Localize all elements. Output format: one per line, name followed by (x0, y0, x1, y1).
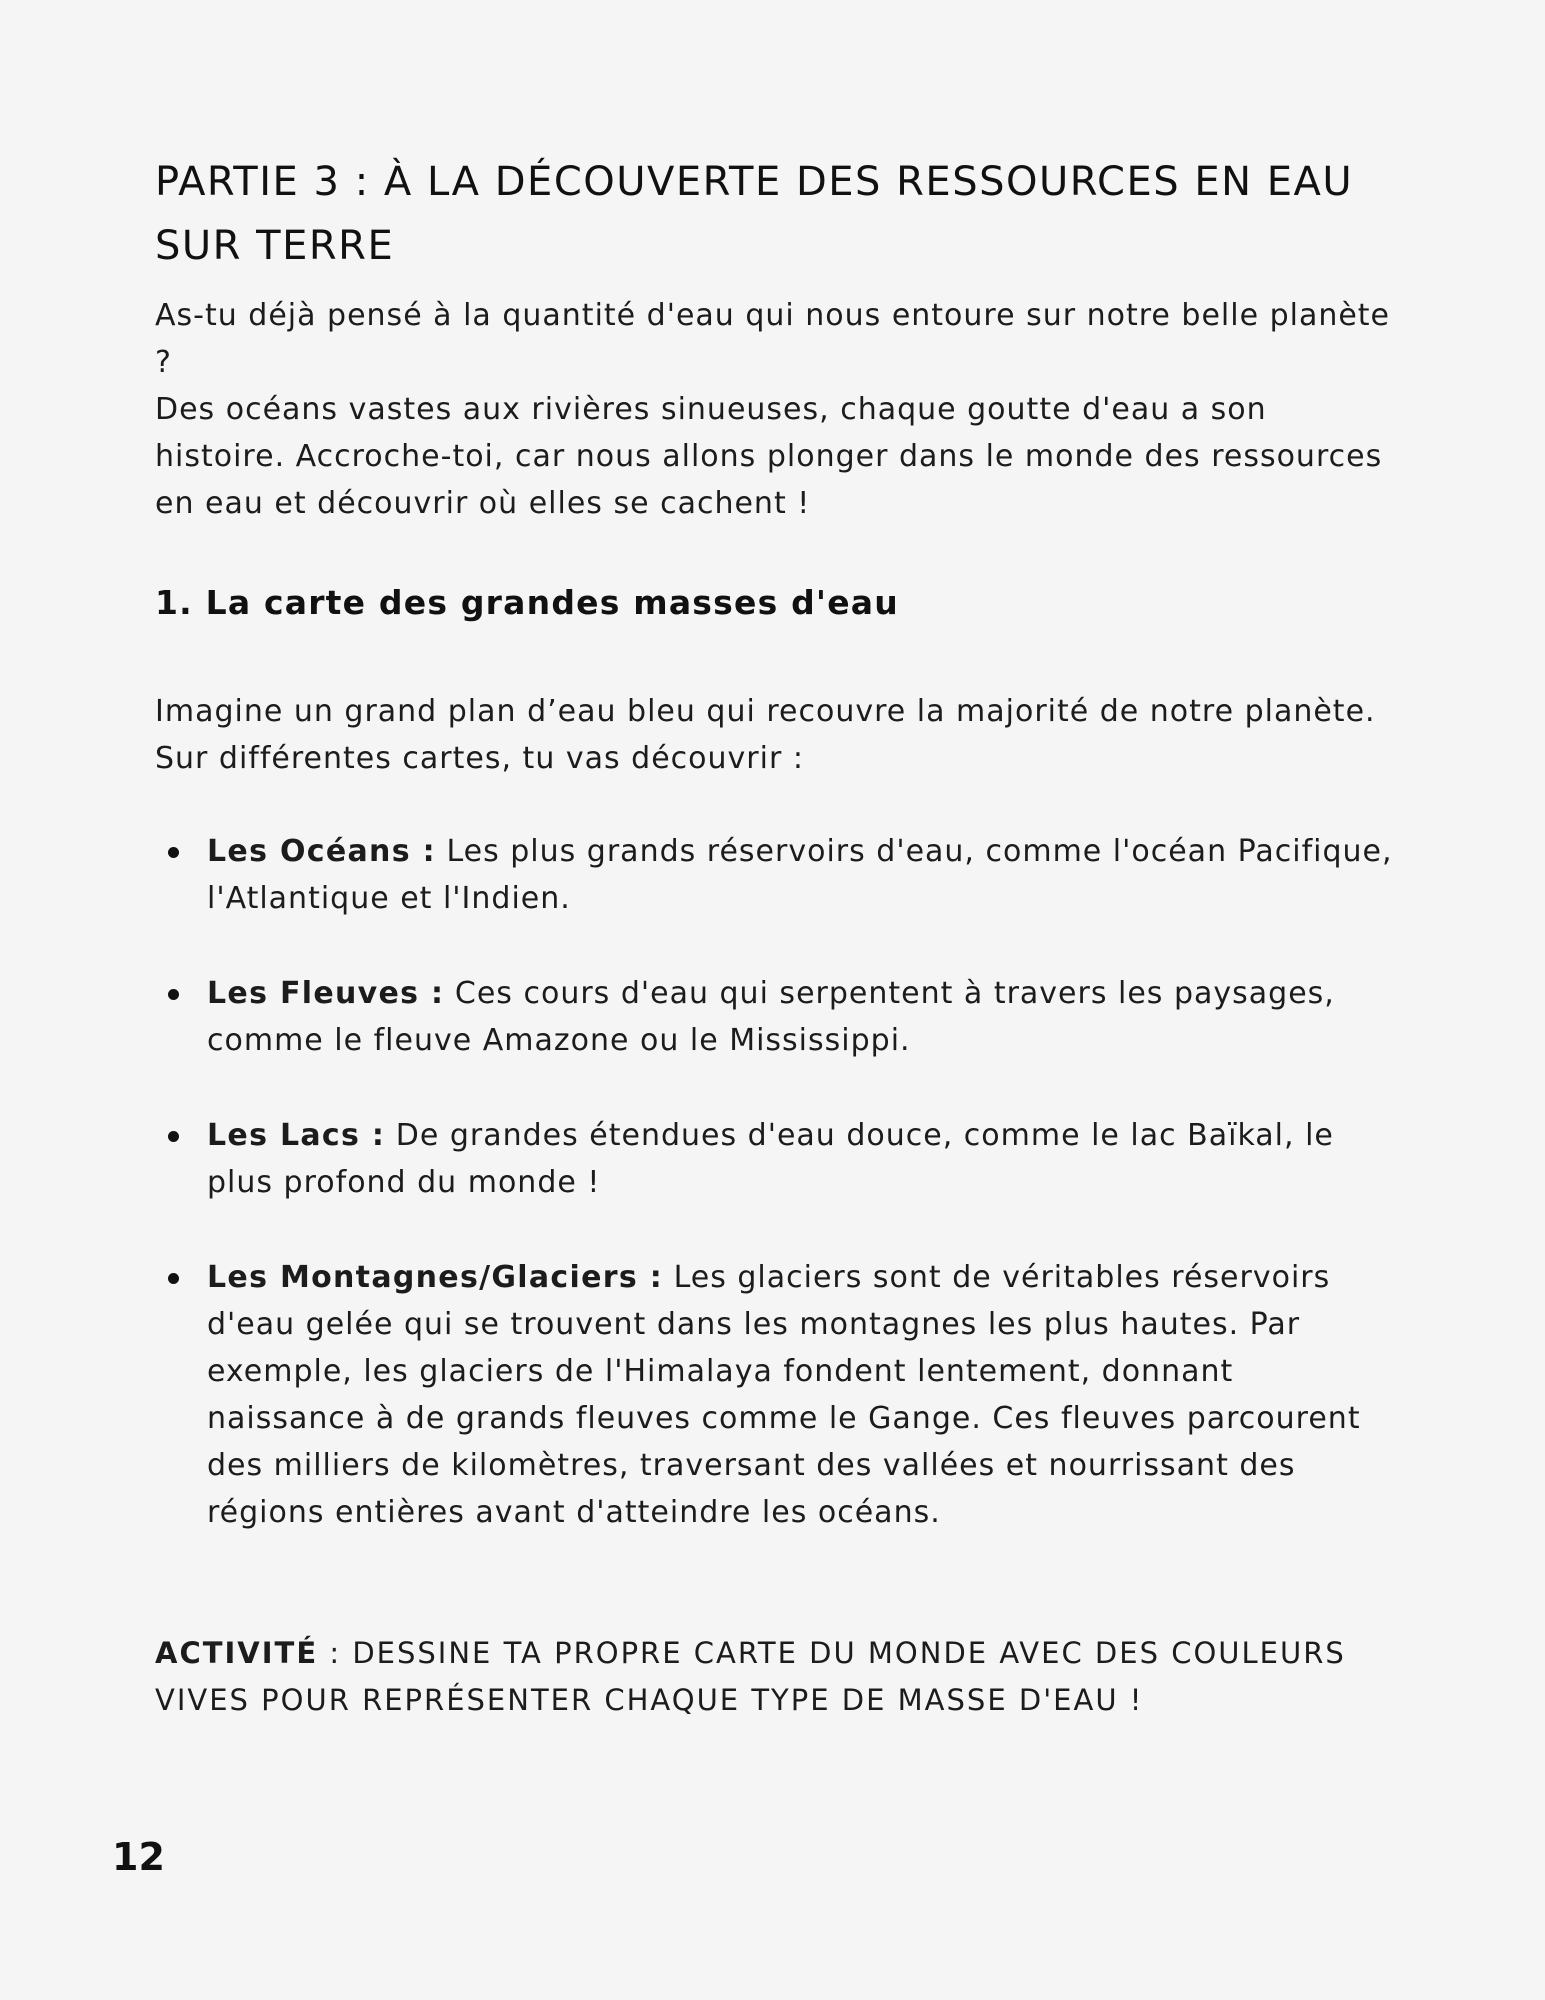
activity-label: ACTIVITÉ (155, 1636, 319, 1670)
bullet-term: Les Lacs : (207, 1118, 386, 1153)
page-number: 12 (112, 1835, 165, 1879)
intro-line-2: Des océans vastes aux rivières sinueuses, chaque goutte d'eau a son histoire. Accroche-toi, car nous allons plonger dans le monde des ressources en eau et découvrir où elles se cachent ! (155, 392, 1383, 521)
bullet-text: Ces cours d'eau qui serpentent à travers les paysages, comme le fleuve Amazone ou le Mississippi. (207, 976, 1335, 1058)
bullet-text: Les plus grands réservoirs d'eau, comme l'océan Pacifique, l'Atlantique et l'Indien. (207, 834, 1393, 916)
activity-text: : DESSINE TA PROPRE CARTE DU MONDE AVEC DES COULEURS VIVES POUR REPRÉSENTER CHAQUE TYPE DE MASSE D'EAU ! (155, 1636, 1346, 1717)
bullet-dot-icon (168, 1131, 179, 1142)
list-item-montagnes-glaciers (155, 1254, 1395, 1536)
section-intro (155, 688, 1395, 782)
section-intro-line-2: Sur différentes cartes, tu vas découvrir : (155, 741, 804, 776)
bullet-term: Les Océans : (207, 834, 436, 869)
bullet-text: De grandes étendues d'eau douce, comme le lac Baïkal, le plus profond du monde ! (207, 1118, 1334, 1200)
bullet-term: Les Montagnes/Glaciers : (207, 1260, 664, 1295)
list-item-lacs (155, 1112, 1395, 1206)
bullet-dot-icon (168, 847, 179, 858)
page-content (155, 150, 1395, 1724)
intro-paragraph (155, 292, 1395, 527)
bullet-text: Les glaciers sont de véritables réservoirs d'eau gelée qui se trouvent dans les montagnes les plus hautes. Par exemple, les glaciers de l'Himalaya fondent lentement, donnant naissance à de grands fleuves comme le Gange. Ces fleuves parcourent des milliers de kilomètres, traversant des vallées et nourrissant des régions entières avant d'atteindre les océans. (207, 1260, 1361, 1530)
list-item-oceans (155, 828, 1395, 922)
activity-paragraph (155, 1630, 1395, 1724)
list-item-fleuves (155, 970, 1395, 1064)
section-title: 1. La carte des grandes masses d'eau (155, 583, 899, 622)
part-title: PARTIE 3 : À LA DÉCOUVERTE DES RESSOURCES EN EAU SUR TERRE (155, 159, 1354, 269)
bullet-term: Les Fleuves : (207, 976, 445, 1011)
water-bodies-list (155, 828, 1395, 1536)
bullet-dot-icon (168, 989, 179, 1000)
bullet-dot-icon (168, 1273, 179, 1284)
section-intro-line-1: Imagine un grand plan d’eau bleu qui recouvre la majorité de notre planète. (155, 694, 1376, 729)
intro-line-1: As-tu déjà pensé à la quantité d'eau qui nous entoure sur notre belle planète ? (155, 298, 1391, 380)
